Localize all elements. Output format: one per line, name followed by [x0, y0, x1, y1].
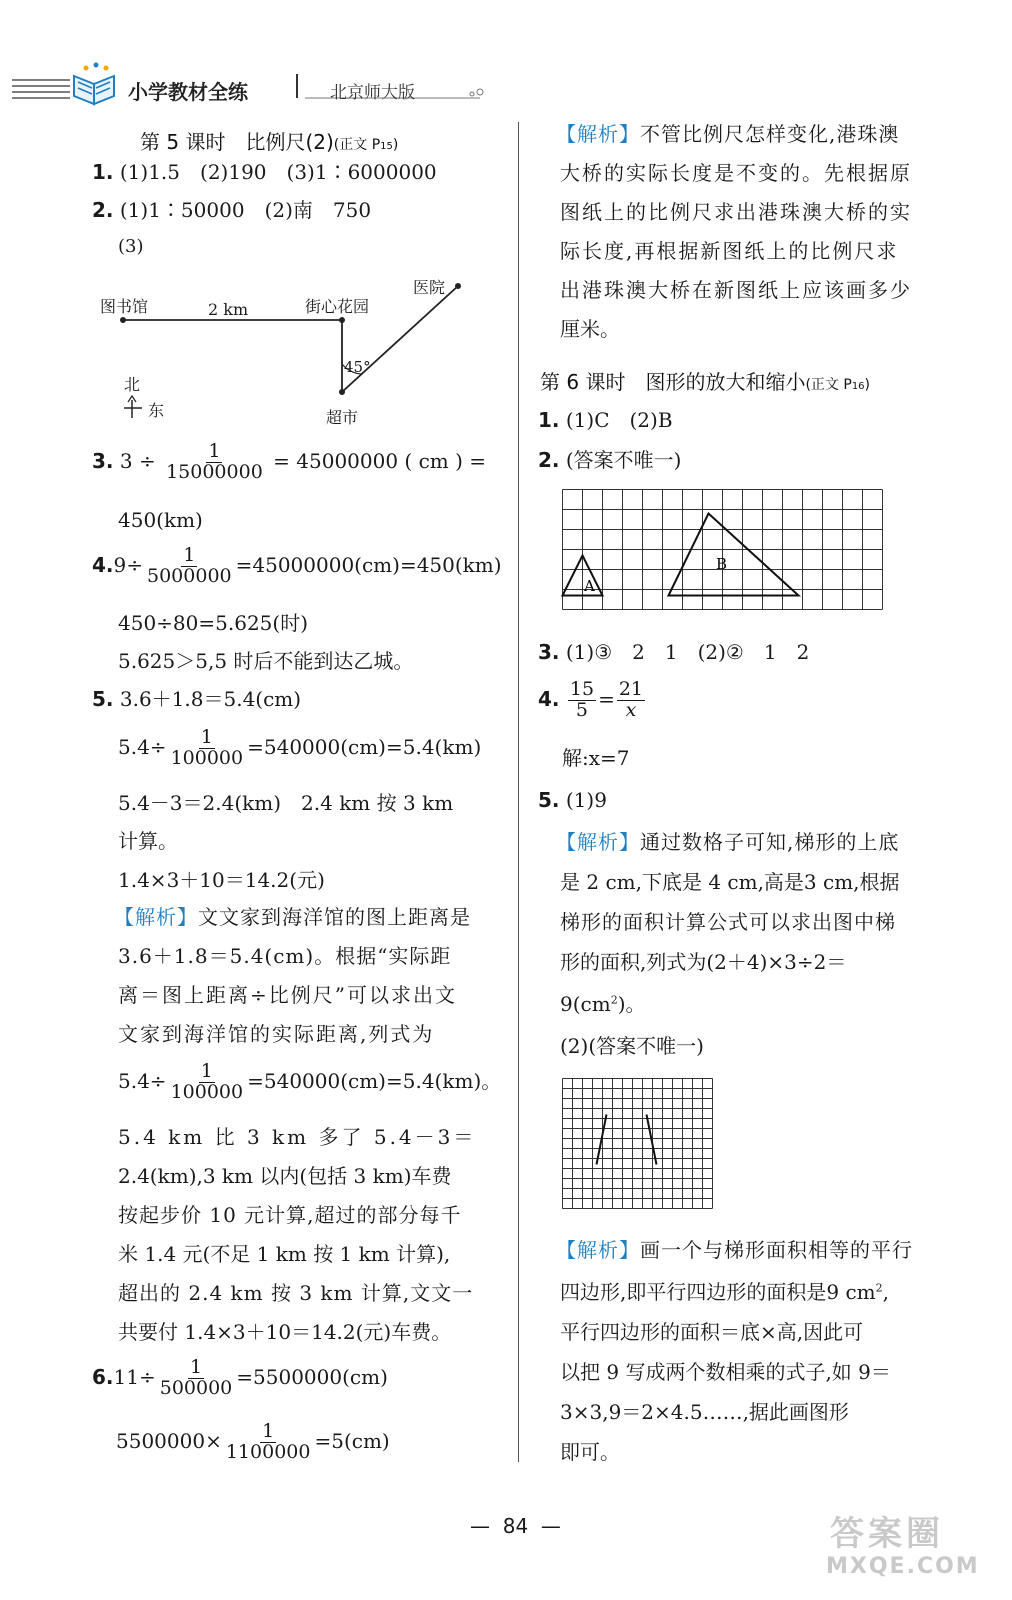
triangle-label-a: A [584, 577, 595, 595]
question-4-line3: 5.625＞5,5 时后不能到达乙城。 [118, 649, 414, 673]
analysis-line: 文家到海洋馆的实际距离,列式为 [118, 1022, 435, 1046]
analysis-line: 厘米。 [560, 317, 620, 341]
analysis-line: 以把 9 写成两个数相乘的式子,如 9＝ [560, 1360, 891, 1384]
analysis-line: 5.4 km 比 3 km 多了 5.4－3＝ [118, 1125, 477, 1149]
question-4: 4.9÷ $\frac{1}{5000000}$ =45000000(cm)=450(km) [92, 544, 502, 587]
analysis-line: 四边形,即平行四边形的面积是9 $cm^2$, [560, 1280, 889, 1304]
r-question-4: 4. $\frac{15}{5}$ = $\frac{21}{x}$ [538, 678, 644, 721]
analysis-line: 2.4(km),3 km 以内(包括 3 km)车费 [118, 1164, 452, 1188]
watermark-top: 答案圈 [830, 1514, 944, 1554]
map-east: 东 [148, 401, 165, 420]
question-4-line2: 450÷80=5.625(时) [118, 611, 308, 635]
question-5-line3: 5.4－3＝2.4(km) 2.4 km 按 3 km [118, 791, 454, 815]
triangle-label-b: B [716, 555, 728, 573]
analysis-line: 3.6＋1.8＝5.4(cm)。根据“实际距 [118, 944, 452, 968]
analysis-line: 平行四边形的面积＝底×高,因此可 [560, 1320, 864, 1344]
analysis-line: 即可。 [560, 1440, 620, 1464]
book-logo-icon [70, 62, 122, 108]
question-6: 6.11÷ $\frac{1}{500000}$ =5500000(cm) [92, 1356, 388, 1399]
analysis-line: 超出的 2.4 km 按 3 km 计算,文文一 [118, 1281, 474, 1305]
analysis-formula: 5.4÷ $\frac{1}{100000}$ =540000(cm)=5.4(km)。 [118, 1060, 502, 1103]
analysis-line: 梯形的面积计算公式可以求出图中梯 [560, 910, 896, 934]
analysis-line: 是 2 cm,下底是 4 cm,高是3 cm,根据 [560, 870, 900, 894]
fraction: $\frac{15}{5}$ [569, 678, 595, 721]
analysis-tag: 【解析】 [556, 830, 640, 854]
analysis-prev: 【解析】不管比例尺怎样变化,港珠澳 [556, 122, 900, 146]
header-separator [296, 74, 298, 98]
analysis-tag: 【解析】 [556, 1238, 640, 1262]
analysis-line: 出港珠澳大桥在新图纸上应该画多少 [560, 278, 912, 302]
question-5-line4: 计算。 [118, 829, 178, 853]
map-distance: 2 km [208, 300, 249, 319]
section-title-5: 第 5 课时 比例尺(2)(正文 P15) [140, 130, 399, 154]
analysis-line: 际长度,再根据新图纸上的比例尺求 [560, 239, 899, 263]
question-1: 1. (1)1.5 (2)190 (3)1∶6000000 [92, 160, 437, 184]
map-market: 超市 [326, 408, 359, 427]
analysis-line: 按起步价 10 元计算,超过的部分每千 [118, 1203, 462, 1227]
fraction: $\frac{1}{500000}$ [159, 1356, 233, 1399]
question-2: 2. (1)1∶50000 (2)南 750 [92, 198, 372, 222]
analysis-tag: 【解析】 [556, 122, 640, 146]
map-angle: 45° [344, 358, 371, 376]
map-garden: 街心花园 [305, 297, 370, 316]
r-question-2: 2. (答案不唯一) [538, 448, 682, 472]
analysis-r5-part2: 【解析】画一个与梯形面积相等的平行 [556, 1238, 913, 1262]
analysis-line: 形的面积,列式为(2＋4)×3÷2＝ [560, 950, 847, 974]
edition-label: 北京师大版 [330, 83, 415, 103]
r-question-3: 3. (1)③ 2 1 (2)② 1 2 [538, 640, 810, 664]
question-6-line2: 5500000× $\frac{1}{1100000}$ =5(cm) [116, 1420, 390, 1463]
analysis-r5: 【解析】通过数格子可知,梯形的上底 [556, 830, 900, 854]
map-library: 图书馆 [100, 297, 149, 316]
analysis-line: 大桥的实际长度是不变的。先根据原 [560, 161, 912, 185]
r-question-4-solve: 解:x=7 [562, 746, 630, 770]
fraction: $\frac{21}{x}$ [618, 678, 644, 721]
fraction: $\frac{1}{5000000}$ [147, 544, 232, 587]
analysis-q5: 【解析】文文家到海洋馆的图上距离是 [114, 905, 471, 929]
analysis-line: 3×3,9＝2×4.5……,据此画图形 [560, 1400, 849, 1424]
map-north: 北 [124, 375, 141, 394]
watermark-bottom: MXQE.COM [826, 1554, 980, 1579]
r-question-5-part2: (2)(答案不唯一) [560, 1034, 704, 1058]
analysis-line: 图纸上的比例尺求出港珠澳大桥的实 [560, 200, 912, 224]
brand-title: 小学教材全练 [128, 80, 248, 104]
fraction: $\frac{1}{100000}$ [170, 726, 244, 769]
analysis-line: 离＝图上距离÷比例尺”可以求出文 [118, 983, 457, 1007]
analysis-line: 米 1.4 元(不足 1 km 按 1 km 计算), [118, 1242, 451, 1266]
r-question-5: 5. (1)9 [538, 788, 607, 812]
r-question-1: 1. (1)C (2)B [538, 408, 673, 432]
analysis-line: $9(cm^2)$。 [560, 992, 646, 1016]
question-3: 3. 3 ÷ $\frac{1}{15000000}$ = 45000000 ( cm ) = [92, 440, 487, 483]
analysis-tag: 【解析】 [114, 905, 198, 929]
question-5: 5. 3.6＋1.8＝5.4(cm) [92, 687, 302, 711]
question-5-line2: 5.4÷ $\frac{1}{100000}$ =540000(cm)=5.4(km) [118, 726, 482, 769]
section-title-6: 第 6 课时 图形的放大和缩小(正文 P16) [540, 370, 871, 394]
fraction: $\frac{1}{100000}$ [170, 1060, 244, 1103]
parallelogram-grid-diagram [560, 1076, 714, 1216]
triangle-grid-diagram [560, 487, 884, 619]
column-divider [518, 122, 519, 1462]
fraction: $\frac{1}{1100000}$ [225, 1420, 311, 1463]
analysis-line: 共要付 1.4×3＋10＝14.2(元)车费。 [118, 1320, 452, 1344]
map-hospital: 医院 [413, 278, 446, 297]
question-2-part3: (3) [118, 236, 144, 257]
fraction: $\frac{1}{15000000}$ [166, 440, 263, 483]
question-5-line5: 1.4×3＋10＝14.2(元) [118, 868, 325, 892]
question-3-line2: 450(km) [118, 508, 203, 532]
page-number: — 84 — [470, 1514, 561, 1538]
